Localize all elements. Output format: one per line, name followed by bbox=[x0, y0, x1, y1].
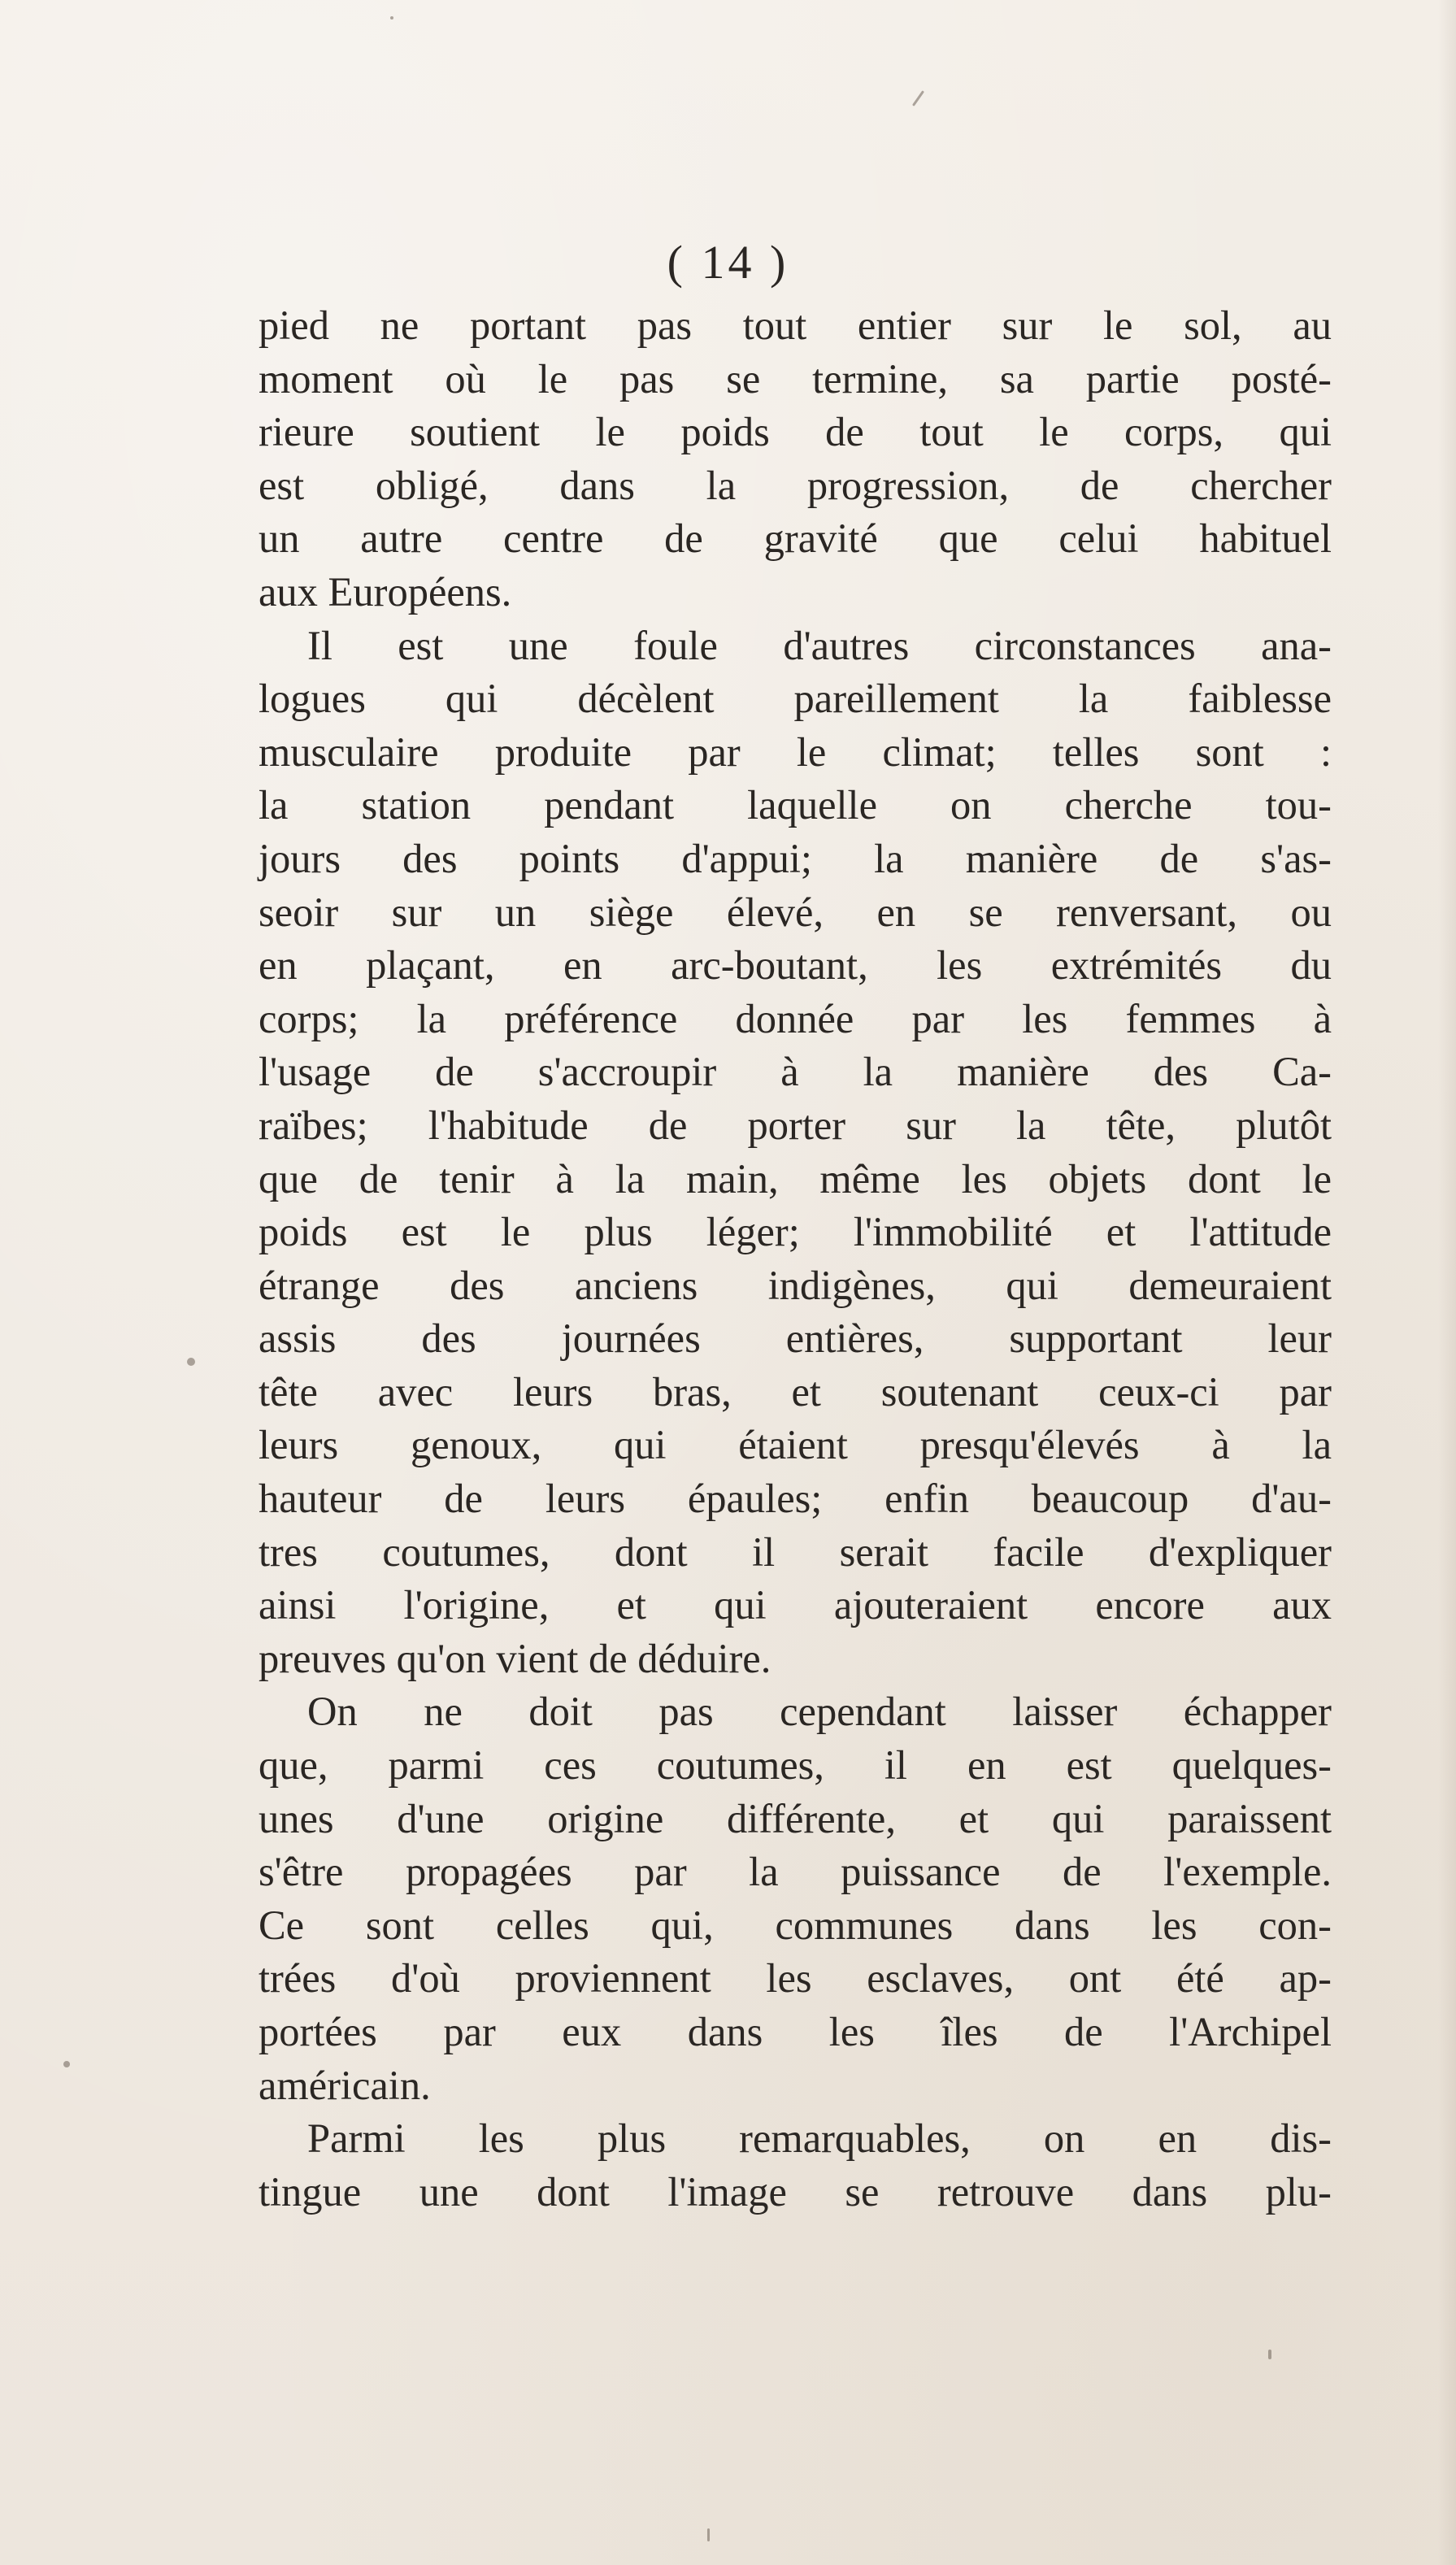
text-line: logues qui décèlent pareillement la faiblesse bbox=[259, 676, 1332, 722]
text-line: moment où le pas se termine, sa partie posté- bbox=[259, 355, 1332, 402]
text-line: ainsi l'origine, et qui ajouteraient encore aux bbox=[259, 1582, 1332, 1628]
text-line: tingue une dont l'image se retrouve dans plu- bbox=[259, 2168, 1332, 2215]
text-line: tres coutumes, dont il serait facile d'expliquer bbox=[259, 1528, 1332, 1575]
text-line: raïbes; l'habitude de porter sur la tête, plutôt bbox=[259, 1102, 1332, 1148]
text-line: assis des journées entières, supportant leur bbox=[259, 1315, 1332, 1362]
text-line: Ce sont celles qui, communes dans les con- bbox=[259, 1902, 1332, 1948]
text-line: corps; la préférence donnée par les femmes à bbox=[259, 995, 1332, 1041]
page-edge-shadow bbox=[1438, 0, 1456, 2565]
text-line: l'usage de s'accroupir à la manière des Ca- bbox=[259, 1049, 1332, 1095]
text-line: trées d'où proviennent les esclaves, ont été ap- bbox=[259, 1955, 1332, 2002]
text-line: un autre centre de gravité que celui habituel bbox=[259, 515, 1332, 562]
text-line: poids est le plus léger; l'immobilité et l'attitude bbox=[259, 1209, 1332, 1255]
body-text bbox=[259, 299, 1332, 2219]
text-line: s'être propagées par la puissance de l'exemple. bbox=[259, 1849, 1332, 1895]
text-line: que de tenir à la main, même les objets dont le bbox=[259, 1155, 1332, 1202]
text-line: tête avec leurs bras, et soutenant ceux-ci par bbox=[259, 1368, 1332, 1415]
paper-speck bbox=[912, 90, 924, 107]
text-line: Il est une foule d'autres circonstances ana- bbox=[307, 622, 1332, 668]
text-line: On ne doit pas cependant laisser échapper bbox=[307, 1689, 1332, 1735]
text-line: est obligé, dans la progression, de chercher bbox=[259, 462, 1332, 508]
text-line: leurs genoux, qui étaient presqu'élevés à la bbox=[259, 1422, 1332, 1468]
text-line: en plaçant, en arc-boutant, les extrémités du bbox=[259, 942, 1332, 989]
text-line: musculaire produite par le climat; telles sont : bbox=[259, 728, 1332, 775]
paper-speck bbox=[390, 16, 393, 20]
text-line: portées par eux dans les îles de l'Archipel bbox=[259, 2009, 1332, 2054]
text-line: la station pendant laquelle on cherche tou- bbox=[259, 782, 1332, 828]
text-line: rieure soutient le poids de tout le corps, qui bbox=[259, 409, 1332, 455]
text-line: hauteur de leurs épaules; enfin beaucoup d'au- bbox=[259, 1476, 1332, 1522]
paper-speck bbox=[707, 2528, 710, 2541]
text-line: seoir sur un siège élevé, en se renversant, ou bbox=[259, 889, 1332, 935]
page-number: ( 14 ) bbox=[667, 236, 789, 289]
paper-speck bbox=[63, 2061, 70, 2067]
text-line: que, parmi ces coutumes, il en est quelques- bbox=[259, 1742, 1332, 1789]
text-line: aux Européens. bbox=[259, 568, 512, 615]
paper-speck bbox=[1268, 2350, 1271, 2359]
text-line: Parmi les plus remarquables, on en dis- bbox=[307, 2115, 1332, 2162]
text-line: étrange des anciens indigènes, qui demeuraient bbox=[259, 1262, 1332, 1308]
paper-speck bbox=[187, 1358, 195, 1366]
text-line: preuves qu'on vient de déduire. bbox=[259, 1635, 771, 1681]
text-line: unes d'une origine différente, et qui paraissent bbox=[259, 1795, 1332, 1841]
text-line: jours des points d'appui; la manière de s'as- bbox=[259, 835, 1332, 881]
text-line: pied ne portant pas tout entier sur le sol, au bbox=[259, 302, 1332, 348]
text-line: américain. bbox=[259, 2062, 431, 2108]
